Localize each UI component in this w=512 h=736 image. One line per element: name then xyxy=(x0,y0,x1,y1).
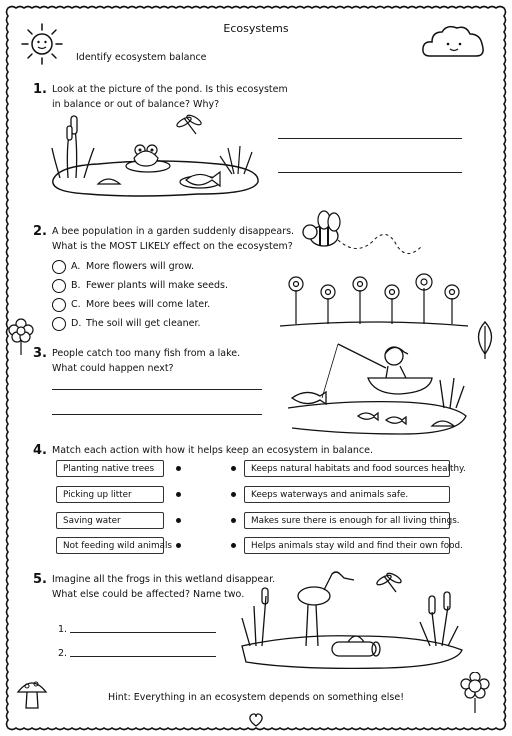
boy-fishing-illustration xyxy=(282,338,474,438)
page-subtitle: Identify ecosystem balance xyxy=(76,52,207,63)
q1-answer-line-2[interactable] xyxy=(278,172,462,173)
q5-answer-label-2: 2. xyxy=(58,648,68,659)
q4-text: Match each action with how it helps keep an ecosystem in balance. xyxy=(52,445,373,456)
q2-number: 2. xyxy=(33,224,47,239)
q3-text xyxy=(52,346,240,376)
option-letter: B. xyxy=(71,280,81,291)
q3-number: 3. xyxy=(33,346,47,361)
match-dot-left[interactable] xyxy=(176,543,181,548)
match-dot-left[interactable] xyxy=(176,518,181,523)
q1-line-2: in balance or out of balance? Why? xyxy=(52,99,220,110)
radio-circle[interactable] xyxy=(52,298,66,312)
match-action-3[interactable]: Saving water xyxy=(56,512,164,529)
radio-circle[interactable] xyxy=(52,317,66,331)
q5-answer-line-2[interactable] xyxy=(70,656,216,657)
flower-icon xyxy=(8,318,34,356)
q1-line-1: Look at the picture of the pond. Is this ecosystem xyxy=(52,84,288,95)
q3-answer-line-1[interactable] xyxy=(52,389,262,390)
q5-answer-line-1[interactable] xyxy=(70,632,216,633)
option-text: More flowers will grow. xyxy=(86,261,195,272)
match-effect-3[interactable]: Makes sure there is enough for all living things. xyxy=(244,512,450,529)
hint-text: Hint: Everything in an ecosystem depends on something else! xyxy=(107,692,405,703)
bee-garden-illustration xyxy=(276,206,472,332)
pond-illustration xyxy=(48,108,268,200)
match-dot-left[interactable] xyxy=(176,492,181,497)
match-effect-2[interactable]: Keeps waterways and animals safe. xyxy=(244,486,450,503)
option-letter: D. xyxy=(71,318,82,329)
radio-circle[interactable] xyxy=(52,279,66,293)
page-title: Ecosystems xyxy=(223,22,289,35)
heart-icon xyxy=(248,712,264,728)
q4-number: 4. xyxy=(33,443,47,458)
match-dot-left[interactable] xyxy=(176,466,181,471)
q3-line-2: What could happen next? xyxy=(52,363,174,374)
radio-circle[interactable] xyxy=(52,260,66,274)
match-dot-right[interactable] xyxy=(231,518,236,523)
option-letter: C. xyxy=(71,299,81,310)
option-text: The soil will get cleaner. xyxy=(86,318,201,329)
sun-icon xyxy=(20,22,64,66)
q2-line-2: What is the MOST LIKELY effect on the ecosystem? xyxy=(52,241,293,252)
q5-line-1: Imagine all the frogs in this wetland disappear. xyxy=(52,574,276,585)
match-dot-right[interactable] xyxy=(231,466,236,471)
q3-answer-line-2[interactable] xyxy=(52,414,262,415)
q5-line-2: What else could be affected? Name two. xyxy=(52,589,245,600)
match-dot-right[interactable] xyxy=(231,543,236,548)
q2-text xyxy=(52,224,294,254)
leaf-icon xyxy=(472,320,498,360)
q5-number: 5. xyxy=(33,572,47,587)
option-text: More bees will come later. xyxy=(86,299,211,310)
option-letter: A. xyxy=(71,261,81,272)
q1-answer-line-1[interactable] xyxy=(278,138,462,139)
match-effect-4[interactable]: Helps animals stay wild and find their own food. xyxy=(244,537,450,554)
match-dot-right[interactable] xyxy=(231,492,236,497)
match-effect-1[interactable]: Keeps natural habitats and food sources healthy. xyxy=(244,460,450,477)
wetland-illustration xyxy=(236,566,472,676)
q1-number: 1. xyxy=(33,82,47,97)
q5-answer-label-1: 1. xyxy=(58,624,68,635)
option-text: Fewer plants will make seeds. xyxy=(86,280,228,291)
q3-line-1: People catch too many fish from a lake. xyxy=(52,348,241,359)
match-action-2[interactable]: Picking up litter xyxy=(56,486,164,503)
cloud-icon xyxy=(420,22,488,62)
match-action-4[interactable]: Not feeding wild animals xyxy=(56,537,164,554)
match-action-1[interactable]: Planting native trees xyxy=(56,460,164,477)
q2-line-1: A bee population in a garden suddenly disappears. xyxy=(52,226,295,237)
